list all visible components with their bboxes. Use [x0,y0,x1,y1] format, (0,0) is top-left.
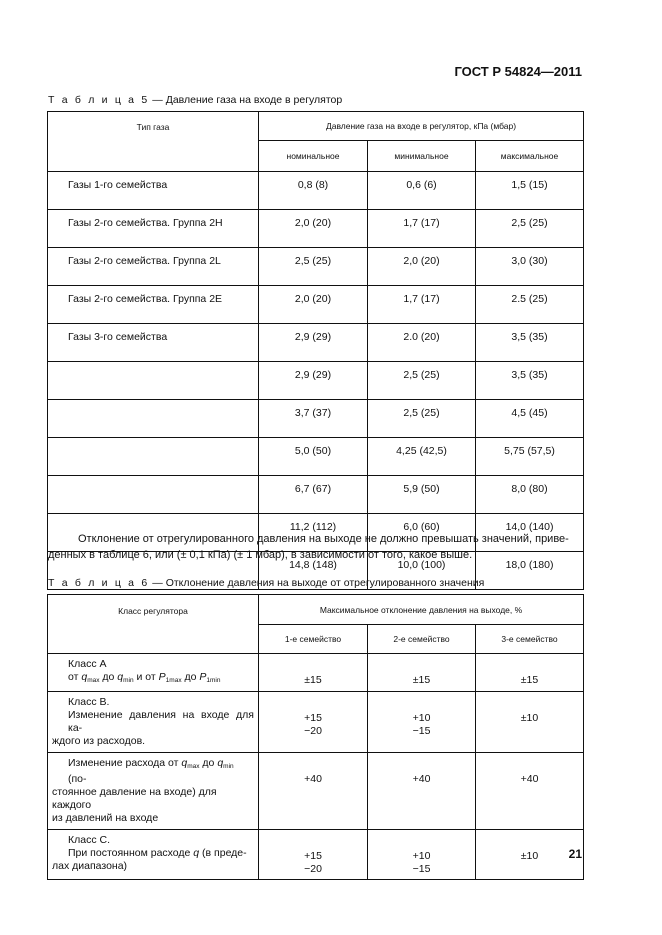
maximal-cell: 4,5 (45) [476,400,584,438]
nominal-cell: 14,8 (148) [259,552,368,590]
flow-change-cell [48,753,259,830]
minimal-cell: 4,25 (42,5) [368,438,476,476]
maximal-cell: 14,0 (140) [476,514,584,552]
class-a-title: Класс А [68,658,107,670]
header-family-2: 2-е семейство [368,625,476,654]
table5-label: Т а б л и ц а 5 [48,94,150,106]
class-a-f2: ±15 [368,654,476,692]
table5-title: — Давление газа на входе в регулятор [149,94,343,106]
minimal-cell: 2,5 (25) [368,400,476,438]
header-max-deviation: Максимальное отклонение давления на выходе, % [259,595,584,625]
class-c-cell [48,830,259,880]
header-inlet-pressure: Давление газа на входе в регулятор, кПа (мбар) [259,112,584,141]
class-a-f1: ±15 [259,654,368,692]
class-c-line2: При постоянном расходе q (в преде- [68,847,247,859]
header-maximal: максимальное [476,141,584,172]
maximal-cell: 3,5 (35) [476,362,584,400]
nominal-cell: 2,9 (29) [259,324,368,362]
header-family-1: 1-е семейство [259,625,368,654]
header-gas-type: Тип газа [48,112,259,172]
class-b-f2: +10 −15 [368,692,476,753]
table-row [48,210,584,248]
table-row [48,400,584,438]
table-row [48,248,584,286]
minimal-cell: 6,0 (60) [368,514,476,552]
class-b-f3: ±10 [476,692,584,753]
flow-change-line2: стоянное давление на входе) для каждого [52,786,217,811]
gas-type-cell: Газы 3-го семейства [48,324,259,362]
gas-type-cell [48,438,259,476]
minimal-cell: 5,9 (50) [368,476,476,514]
header-nominal: номинальное [259,141,368,172]
gas-type-cell: Газы 2-го семейства. Группа 2Н [48,210,259,248]
table-row [48,286,584,324]
gas-type-cell: Газы 1-го семейства [48,172,259,210]
minimal-cell: 2.0 (20) [368,324,476,362]
nominal-cell: 2,9 (29) [259,362,368,400]
table5-caption [48,94,342,106]
gas-type-cell [48,400,259,438]
paragraph-line-2: денных в таблице 6, или (± 0,1 кПа) (± 1 мбар), в зависимости от того, какое выше. [48,549,473,561]
table-row [48,172,584,210]
minimal-cell: 10,0 (100) [368,552,476,590]
nominal-cell: 5,0 (50) [259,438,368,476]
minimal-cell: 1,7 (17) [368,210,476,248]
minimal-cell: 2,5 (25) [368,362,476,400]
table-row [48,476,584,514]
table6-label: Т а б л и ц а 6 [48,577,150,589]
table6-title: — Отклонение давления на выходе от отрегулированного значения [149,577,485,589]
maximal-cell: 1,5 (15) [476,172,584,210]
gas-type-cell: Газы 2-го семейства. Группа 2L [48,248,259,286]
flow-change-f2: +40 [368,753,476,830]
class-b-title: Класс В. [68,696,110,708]
gas-type-cell [48,362,259,400]
row-class-c [48,830,584,880]
deviation-paragraph [48,531,584,563]
minimal-cell: 0,6 (6) [368,172,476,210]
class-c-title: Класс С. [68,834,110,846]
class-b-line3: ждого из расходов. [52,735,146,747]
table-6 [47,594,584,880]
header-family-3: 3-е семейство [476,625,584,654]
flow-change-f3: +40 [476,753,584,830]
maximal-cell: 5,75 (57,5) [476,438,584,476]
table-5 [47,111,584,590]
minimal-cell: 2,0 (20) [368,248,476,286]
class-c-line3: лах диапазона) [52,860,128,872]
table-row [48,362,584,400]
class-c-f2: +10 −15 [368,830,476,880]
nominal-cell: 11,2 (112) [259,514,368,552]
gas-type-cell [48,476,259,514]
flow-change-line1: Изменение расхода от $q_{max}$ до $q_{min}$ (по- [68,757,234,785]
nominal-cell: 2,0 (20) [259,210,368,248]
class-a-f3: ±15 [476,654,584,692]
gas-type-cell: Газы 2-го семейства. Группа 2Е [48,286,259,324]
maximal-cell: 3,0 (30) [476,248,584,286]
page-number: 21 [568,847,582,861]
paragraph-line-1: Отклонение от отрегулированного давления на выходе не должно превышать значений, приве- [78,533,569,545]
maximal-cell: 3,5 (35) [476,324,584,362]
table6-caption [48,577,484,589]
maximal-cell: 18,0 (180) [476,552,584,590]
standard-code: ГОСТ Р 54824—2011 [454,64,582,79]
table-row [48,438,584,476]
class-b-f1: +15 −20 [259,692,368,753]
row-class-b [48,692,584,753]
class-b-line2: Изменение давления на входе для ка- [68,709,254,734]
maximal-cell: 2,5 (25) [476,210,584,248]
maximal-cell: 8,0 (80) [476,476,584,514]
header-regulator-class: Класс регулятора [48,595,259,654]
flow-change-line3: из давлений на входе [52,812,159,824]
header-minimal: минимальное [368,141,476,172]
class-a-cell [48,654,259,692]
nominal-cell: 2,0 (20) [259,286,368,324]
maximal-cell: 2.5 (25) [476,286,584,324]
class-c-f1: +15 −20 [259,830,368,880]
row-flow-change [48,753,584,830]
nominal-cell: 0,8 (8) [259,172,368,210]
nominal-cell: 6,7 (67) [259,476,368,514]
row-class-a [48,654,584,692]
class-b-cell [48,692,259,753]
class-a-range: от $q_{max}$ до $q_{min}$ и от $P_{1max}$ до $P_{1min}$ [68,671,221,684]
nominal-cell: 2,5 (25) [259,248,368,286]
table-row [48,324,584,362]
flow-change-f1: +40 [259,753,368,830]
minimal-cell: 1,7 (17) [368,286,476,324]
nominal-cell: 3,7 (37) [259,400,368,438]
class-c-f3: ±10 [476,830,584,880]
